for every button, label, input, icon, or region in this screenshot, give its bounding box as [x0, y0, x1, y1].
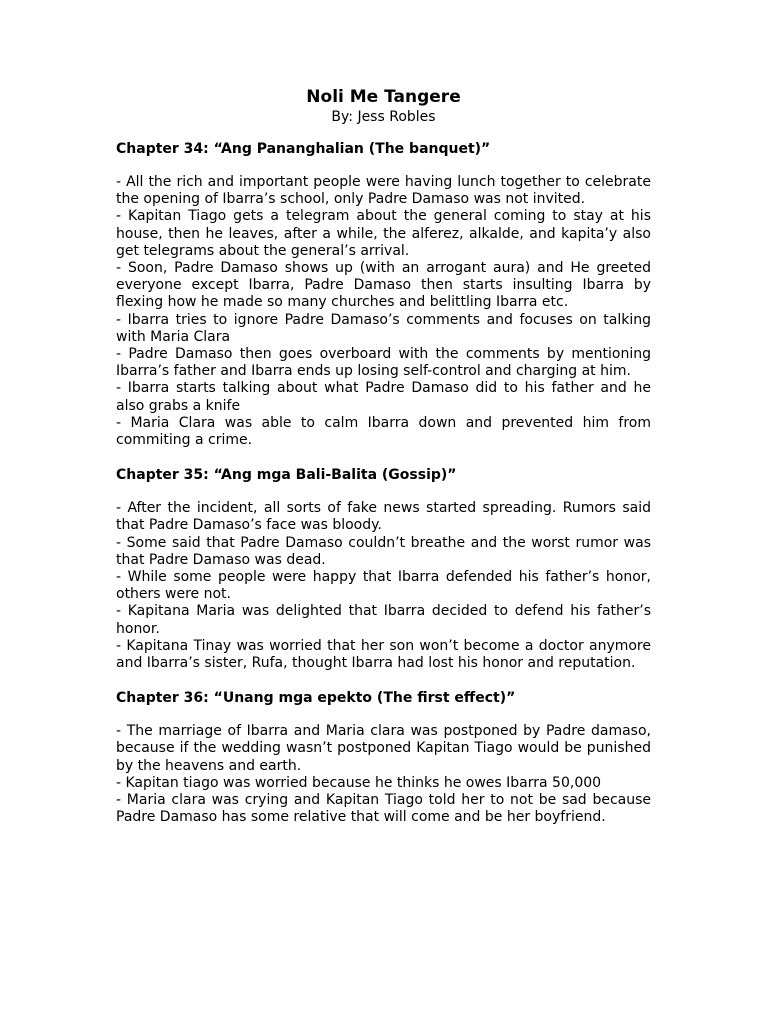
chapter-heading: Chapter 34: “Ang Pananghalian (The banquet)”	[116, 141, 491, 157]
bullet-item: - Ibarra tries to ignore Padre Damaso’s comments and focuses on talking with Maria Clara	[116, 311, 651, 345]
document-author: By: Jess Robles	[331, 109, 436, 125]
bullet-item: - Kapitan tiago was worried because he thinks he owes Ibarra 50,000	[116, 774, 602, 791]
bullet-item: - While some people were happy that Ibarra defended his father’s honor, others were not.	[116, 569, 651, 603]
chapter-body	[116, 500, 651, 672]
bullet-item: - The marriage of Ibarra and Maria clara was postponed by Padre damaso, because if the wedding wasn’t postponed Kapitan Tiago would be punished by the heavens and earth.	[116, 723, 651, 774]
bullet-item: - Padre Damaso then goes overboard with the comments by mentioning Ibarra’s father and Ibarra ends up losing self-control and charging at him.	[116, 346, 651, 380]
bullet-item: - Maria Clara was able to calm Ibarra down and prevented him from commiting a crime.	[116, 414, 651, 449]
bullet-item: - Soon, Padre Damaso shows up (with an arrogant aura) and He greeted everyone except Ibarra, Padre Damaso then starts insulting Ibarra by flexing how he made so many churches and belittling Ibarra etc.	[116, 260, 651, 311]
document-page	[116, 86, 651, 844]
bullet-item: - Ibarra starts talking about what Padre Damaso did to his father and he also grabs a knife	[116, 380, 651, 414]
chapter-section	[116, 466, 651, 672]
bullet-item: - Kapitana Tinay was worried that her son won’t become a doctor anymore and Ibarra’s sister, Rufa, thought Ibarra had lost his honor and reputation.	[116, 637, 651, 672]
chapter-body	[116, 723, 651, 826]
bullet-item: - Some said that Padre Damaso couldn’t breathe and the worst rumor was that Padre Damaso was dead.	[116, 534, 651, 568]
document-title: Noli Me Tangere	[306, 87, 461, 107]
bullet-item: - After the incident, all sorts of fake news started spreading. Rumors said that Padre Damaso’s face was bloody.	[116, 500, 651, 534]
bullet-item: - Maria clara was crying and Kapitan Tiago told her to not be sad because Padre Damaso has some relative that will come and be her boyfriend.	[116, 792, 651, 826]
chapter-heading: Chapter 35: “Ang mga Bali-Balita (Gossip)”	[116, 467, 457, 484]
chapter-heading: Chapter 36: “Unang mga epekto (The first effect)”	[116, 690, 516, 707]
chapter-section	[116, 140, 651, 449]
bullet-item: - Kapitana Maria was delighted that Ibarra decided to defend his father’s honor.	[116, 603, 651, 637]
bullet-item: - Kapitan Tiago gets a telegram about the general coming to stay at his house, then he leaves, after a while, the alferez, alkalde, and kapita’y also get telegrams about the general’s arrival.	[116, 208, 651, 259]
chapter-body	[116, 174, 651, 449]
chapter-section	[116, 689, 651, 826]
bullet-item: - All the rich and important people were having lunch together to celebrate the opening of Ibarra’s school, only Padre Damaso was not invited.	[116, 174, 651, 208]
